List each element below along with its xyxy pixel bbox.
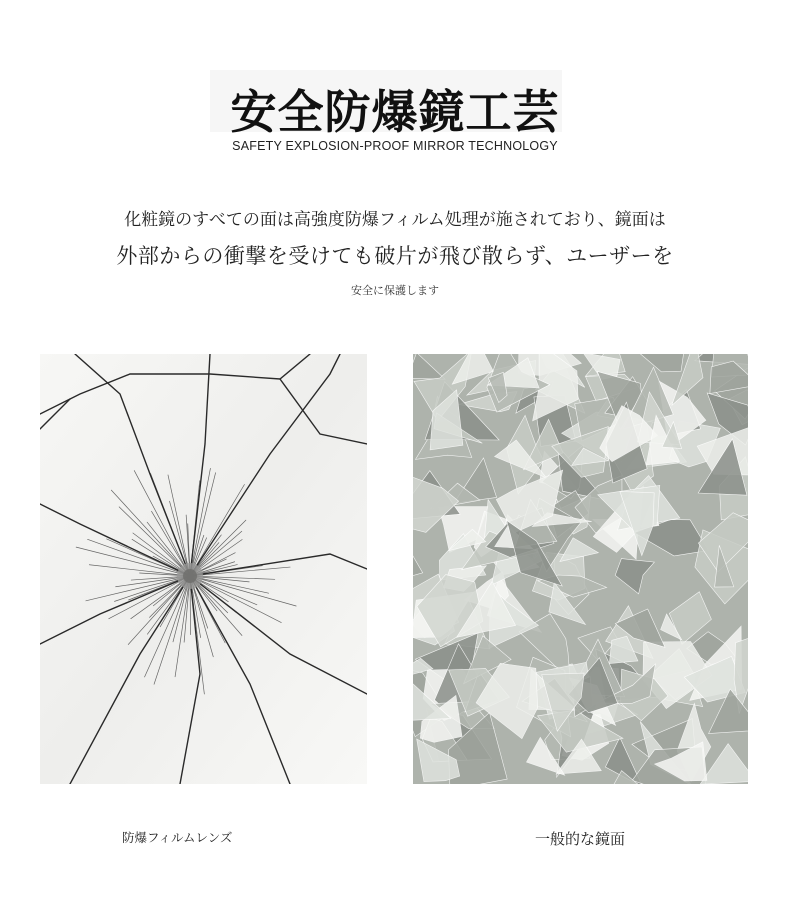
explosion-proof-caption: 防爆フィルムレンズ [122, 830, 233, 845]
explosion-proof-glass-image [40, 354, 367, 784]
description-line-2: 外部からの衝撃を受けても破片が飛び散らず、ユーザーを [116, 244, 674, 268]
ordinary-mirror-caption: 一般的な鏡面 [535, 830, 626, 848]
page-title: 安全防爆鏡工芸 [230, 85, 560, 139]
ordinary-mirror-shattered-image [413, 354, 748, 784]
page-subtitle: SAFETY EXPLOSION-PROOF MIRROR TECHNOLOGY [232, 139, 558, 153]
description-line-3: 安全に保護します [351, 284, 439, 297]
description-line-1: 化粧鏡のすべての面は高強度防爆フィルム処理が施されており、鏡面は [124, 210, 666, 230]
